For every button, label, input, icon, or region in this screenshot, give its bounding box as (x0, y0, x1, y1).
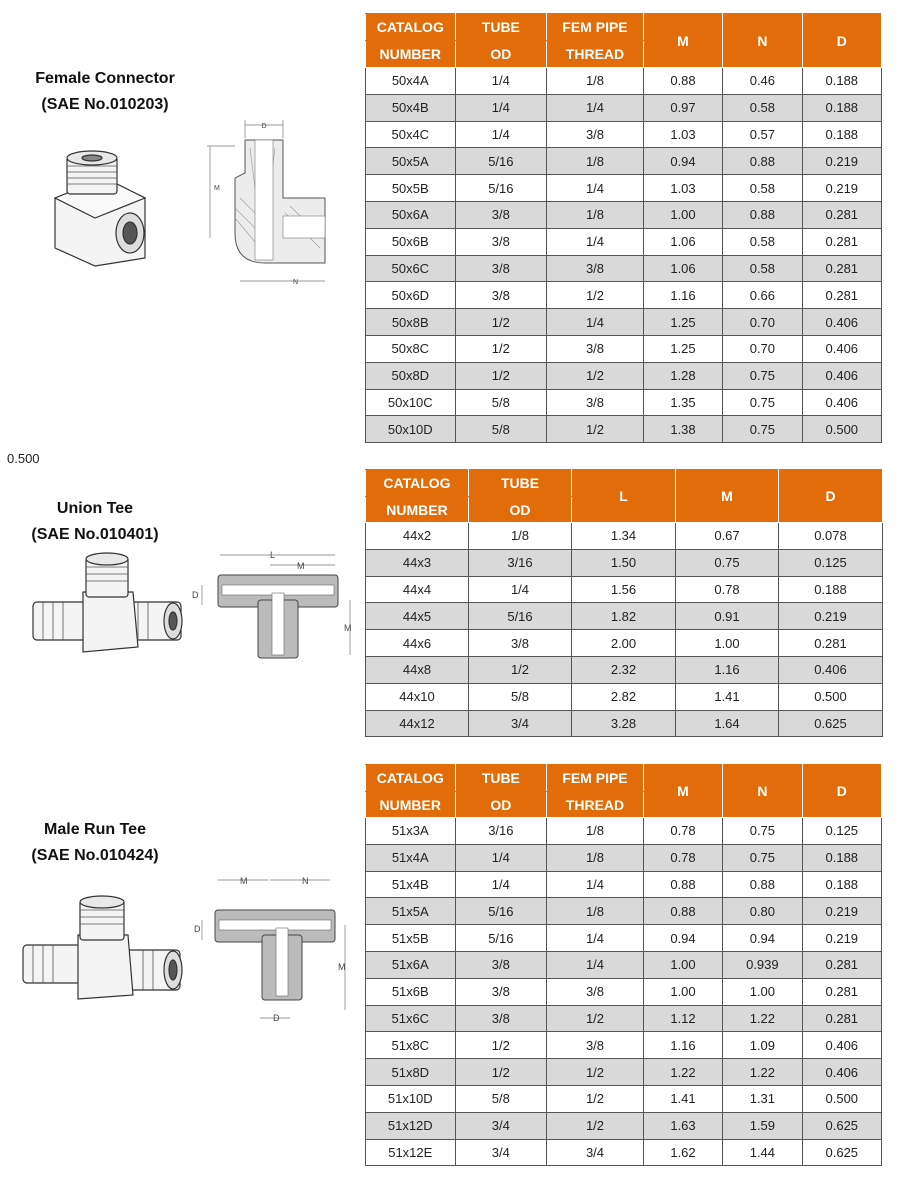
table-cell: 1.03 (643, 175, 722, 202)
table-cell: 5/16 (455, 175, 547, 202)
table-cell: 0.75 (723, 389, 802, 416)
table-cell: 5/8 (455, 1085, 547, 1112)
table-cell: 1/8 (547, 844, 644, 871)
table-row (366, 710, 883, 737)
header-tube: TUBE (455, 765, 547, 792)
table-row (366, 656, 883, 683)
table-cell: 44x4 (366, 576, 469, 603)
table-cell: 1.31 (723, 1085, 802, 1112)
table-cell: 1/4 (547, 309, 644, 336)
union-tee-title (0, 496, 190, 548)
table-cell: 0.188 (802, 94, 881, 121)
table-row (366, 549, 883, 576)
table-cell: 0.406 (802, 1059, 881, 1086)
table-cell: 0.88 (643, 898, 722, 925)
table-cell: 0.625 (779, 710, 883, 737)
stray-note: 0.500 (7, 451, 40, 466)
union-tee-photo (28, 552, 188, 662)
table-cell: 1/2 (547, 1059, 644, 1086)
table-cell: 3/8 (455, 255, 547, 282)
female-connector-photo (45, 148, 155, 268)
table-body (366, 68, 882, 443)
table-cell: 44x5 (366, 603, 469, 630)
table-row (366, 871, 882, 898)
table-cell: 0.500 (802, 1085, 881, 1112)
table-cell: 50x6B (366, 228, 456, 255)
table-row (366, 201, 882, 228)
table-cell: 1/2 (455, 362, 547, 389)
table-cell: 1/4 (455, 94, 547, 121)
table-row (366, 282, 882, 309)
table-cell: 0.88 (723, 871, 802, 898)
table-row (366, 255, 882, 282)
table-cell: 1/2 (455, 1059, 547, 1086)
table-cell: 50x10D (366, 416, 456, 443)
table-cell: 1/2 (547, 1085, 644, 1112)
table-cell: 1.22 (723, 1005, 802, 1032)
table-cell: 1/4 (547, 925, 644, 952)
header-d: D (779, 470, 883, 523)
table-cell: 0.75 (723, 362, 802, 389)
table-cell: 3/8 (455, 201, 547, 228)
table-cell: 44x3 (366, 549, 469, 576)
header-tube: TUBE (469, 470, 572, 497)
dim-label-d: D (261, 123, 267, 130)
table-row (366, 1059, 882, 1086)
table-cell: 1/4 (455, 121, 547, 148)
table-cell: 51x6B (366, 978, 456, 1005)
table-cell: 0.406 (802, 309, 881, 336)
dim-label-d-bottom: D (273, 1013, 280, 1023)
table-cell: 1.50 (572, 549, 676, 576)
table-row (366, 978, 882, 1005)
table-cell: 0.78 (643, 844, 722, 871)
table-cell: 0.219 (802, 175, 881, 202)
table-cell: 51x6C (366, 1005, 456, 1032)
table-cell: 0.188 (779, 576, 883, 603)
table-cell: 0.94 (723, 925, 802, 952)
table-cell: 5/8 (455, 416, 547, 443)
table-cell: 1.00 (676, 630, 779, 657)
header-thread: THREAD (547, 792, 644, 818)
table-cell: 3/4 (469, 710, 572, 737)
table-cell: 1.35 (643, 389, 722, 416)
table-cell: 1/8 (547, 201, 644, 228)
table-cell: 0.219 (802, 148, 881, 175)
table-cell: 44x2 (366, 523, 469, 550)
table-row (366, 523, 883, 550)
table-cell: 1.59 (723, 1112, 802, 1139)
table-cell: 1/8 (547, 898, 644, 925)
table-body (366, 818, 882, 1166)
table-cell: 1.34 (572, 523, 676, 550)
table-row (366, 898, 882, 925)
table-cell: 1/4 (547, 871, 644, 898)
table-cell: 0.188 (802, 68, 881, 95)
dim-label-m: M (240, 876, 248, 886)
table-cell: 0.078 (779, 523, 883, 550)
table-row (366, 1032, 882, 1059)
table-cell: 5/8 (469, 683, 572, 710)
table-cell: 51x6A (366, 951, 456, 978)
table-cell: 0.281 (802, 255, 881, 282)
table-cell: 0.75 (723, 844, 802, 871)
table-cell: 1/4 (469, 576, 572, 603)
table-cell: 0.88 (723, 148, 802, 175)
table-row (366, 1139, 882, 1166)
table-cell: 2.32 (572, 656, 676, 683)
table-cell: 1/8 (547, 818, 644, 845)
table-cell: 0.80 (723, 898, 802, 925)
table-cell: 5/8 (455, 389, 547, 416)
dim-label-d: D (192, 590, 199, 600)
table-body (366, 523, 883, 737)
table-cell: 2.00 (572, 630, 676, 657)
table-cell: 3/8 (547, 121, 644, 148)
table-cell: 51x4A (366, 844, 456, 871)
table-cell: 51x4B (366, 871, 456, 898)
table-cell: 1.62 (643, 1139, 722, 1166)
table-cell: 1.82 (572, 603, 676, 630)
table-cell: 3/16 (455, 818, 547, 845)
table-cell: 0.500 (779, 683, 883, 710)
table-cell: 1.12 (643, 1005, 722, 1032)
table-cell: 0.66 (723, 282, 802, 309)
table-cell: 1/2 (547, 1112, 644, 1139)
table-cell: 0.78 (676, 576, 779, 603)
table-cell: 3/4 (455, 1139, 547, 1166)
table-cell: 0.88 (643, 871, 722, 898)
female-connector-diagram (205, 118, 335, 288)
table-cell: 1/2 (455, 309, 547, 336)
union-tee-table (365, 469, 883, 737)
header-od: OD (455, 792, 547, 818)
table-row (366, 416, 882, 443)
dim-label-d: D (194, 924, 201, 934)
table-cell: 1/4 (547, 951, 644, 978)
header-fem-pipe: FEM PIPE (547, 14, 644, 41)
table-cell: 0.125 (802, 818, 881, 845)
table-cell: 1.06 (643, 255, 722, 282)
table-row (366, 951, 882, 978)
table-cell: 51x5B (366, 925, 456, 952)
table-cell: 0.67 (676, 523, 779, 550)
table-cell: 0.406 (779, 656, 883, 683)
table-cell: 0.58 (723, 175, 802, 202)
dim-label-l: L (270, 550, 276, 560)
table-cell: 51x3A (366, 818, 456, 845)
table-cell: 3/8 (469, 630, 572, 657)
table-cell: 50x6D (366, 282, 456, 309)
table-row (366, 576, 883, 603)
table-cell: 1.00 (643, 951, 722, 978)
section-name: Union Tee (56, 500, 134, 517)
header-m: M (643, 14, 722, 68)
table-cell: 0.281 (802, 201, 881, 228)
table-row (366, 1112, 882, 1139)
table-cell: 50x5A (366, 148, 456, 175)
male-run-tee-table (365, 764, 882, 1166)
table-cell: 0.406 (802, 1032, 881, 1059)
header-od: OD (469, 497, 572, 523)
table-cell: 1.38 (643, 416, 722, 443)
table-cell: 1/2 (547, 1005, 644, 1032)
table-row (366, 844, 882, 871)
table-row (366, 818, 882, 845)
table-cell: 1/4 (547, 228, 644, 255)
table-cell: 0.188 (802, 871, 881, 898)
table-cell: 3/4 (547, 1139, 644, 1166)
header-n: N (723, 765, 802, 818)
table-cell: 1/2 (455, 335, 547, 362)
table-cell: 0.88 (723, 201, 802, 228)
header-m: M (643, 765, 722, 818)
table-cell: 44x12 (366, 710, 469, 737)
table-cell: 0.70 (723, 335, 802, 362)
table-cell: 0.58 (723, 94, 802, 121)
header-d: D (802, 765, 881, 818)
table-cell: 1.06 (643, 228, 722, 255)
header-catalog: CATALOG (366, 470, 469, 497)
table-cell: 1.56 (572, 576, 676, 603)
table-cell: 5/16 (469, 603, 572, 630)
header-n: N (723, 14, 802, 68)
table-cell: 0.75 (723, 416, 802, 443)
table-cell: 0.219 (802, 925, 881, 952)
table-cell: 1/2 (547, 282, 644, 309)
table-row (366, 603, 883, 630)
table-cell: 1/4 (455, 844, 547, 871)
table-cell: 0.281 (802, 228, 881, 255)
table-cell: 3/4 (455, 1112, 547, 1139)
table-cell: 0.406 (802, 362, 881, 389)
table-cell: 3/8 (455, 282, 547, 309)
table-cell: 0.625 (802, 1139, 881, 1166)
table-cell: 0.219 (779, 603, 883, 630)
header-tube: TUBE (455, 14, 547, 41)
table-cell: 51x8C (366, 1032, 456, 1059)
table-row (366, 335, 882, 362)
table-row (366, 94, 882, 121)
dim-label-m: M (214, 185, 220, 192)
header-l: L (572, 470, 676, 523)
dim-label-n: N (302, 876, 309, 886)
table-cell: 0.939 (723, 951, 802, 978)
table-row (366, 362, 882, 389)
table-cell: 1.44 (723, 1139, 802, 1166)
table-cell: 1.00 (723, 978, 802, 1005)
table-cell: 1/8 (547, 148, 644, 175)
table-cell: 1/4 (455, 871, 547, 898)
table-cell: 0.94 (643, 925, 722, 952)
header-number: NUMBER (366, 497, 469, 523)
table-cell: 50x5B (366, 175, 456, 202)
table-cell: 1/8 (469, 523, 572, 550)
dim-label-n: N (293, 279, 299, 286)
table-row (366, 389, 882, 416)
table-cell: 44x6 (366, 630, 469, 657)
section-name: Female Connector (35, 70, 175, 87)
table-cell: 0.125 (779, 549, 883, 576)
table-cell: 51x5A (366, 898, 456, 925)
table-cell: 3/8 (547, 335, 644, 362)
table-cell: 3/8 (455, 1005, 547, 1032)
table-cell: 44x8 (366, 656, 469, 683)
table-cell: 0.281 (802, 951, 881, 978)
table-row (366, 309, 882, 336)
dim-label-m-vertical: M (338, 962, 346, 972)
table-cell: 5/16 (455, 148, 547, 175)
table-cell: 0.97 (643, 94, 722, 121)
table-cell: 1.22 (643, 1059, 722, 1086)
header-d: D (802, 14, 881, 68)
table-cell: 1/2 (547, 362, 644, 389)
table-row (366, 68, 882, 95)
table-cell: 0.281 (802, 282, 881, 309)
table-cell: 0.78 (643, 818, 722, 845)
table-cell: 51x12D (366, 1112, 456, 1139)
table-cell: 50x10C (366, 389, 456, 416)
table-cell: 50x4B (366, 94, 456, 121)
table-cell: 0.46 (723, 68, 802, 95)
table-cell: 3/8 (455, 228, 547, 255)
table-cell: 3/8 (455, 978, 547, 1005)
dim-label-m-vertical: M (344, 623, 352, 633)
table-cell: 3/8 (547, 389, 644, 416)
table-cell: 5/16 (455, 925, 547, 952)
header-thread: THREAD (547, 41, 644, 68)
table-cell: 1/8 (547, 68, 644, 95)
section-name: Male Run Tee (44, 821, 146, 838)
table-cell: 1.16 (676, 656, 779, 683)
table-cell: 0.75 (723, 818, 802, 845)
table-cell: 0.406 (802, 335, 881, 362)
table-cell: 1.63 (643, 1112, 722, 1139)
male-run-tee-photo (18, 895, 188, 1010)
table-cell: 1.22 (723, 1059, 802, 1086)
table-cell: 1.25 (643, 335, 722, 362)
table-row (366, 148, 882, 175)
table-cell: 1/4 (547, 94, 644, 121)
table-cell: 1/2 (455, 1032, 547, 1059)
table-row (366, 630, 883, 657)
table-cell: 50x6A (366, 201, 456, 228)
table-cell: 1.00 (643, 201, 722, 228)
table-cell: 0.281 (779, 630, 883, 657)
table-cell: 0.188 (802, 844, 881, 871)
table-cell: 51x8D (366, 1059, 456, 1086)
table-cell: 50x4C (366, 121, 456, 148)
table-cell: 1.03 (643, 121, 722, 148)
table-cell: 0.406 (802, 389, 881, 416)
table-cell: 50x8C (366, 335, 456, 362)
table-cell: 1.00 (643, 978, 722, 1005)
table-cell: 0.219 (802, 898, 881, 925)
table-cell: 1.41 (676, 683, 779, 710)
table-cell: 0.88 (643, 68, 722, 95)
table-cell: 0.188 (802, 121, 881, 148)
table-cell: 3/8 (547, 255, 644, 282)
table-cell: 0.625 (802, 1112, 881, 1139)
union-tee-diagram (190, 545, 360, 665)
table-cell: 0.500 (802, 416, 881, 443)
header-catalog: CATALOG (366, 765, 456, 792)
table-cell: 1/2 (469, 656, 572, 683)
header-m: M (676, 470, 779, 523)
table-cell: 1/2 (547, 416, 644, 443)
table-cell: 44x10 (366, 683, 469, 710)
table-cell: 0.75 (676, 549, 779, 576)
table-cell: 3.28 (572, 710, 676, 737)
sae-number: (SAE No.010424) (31, 847, 159, 864)
table-cell: 0.58 (723, 228, 802, 255)
sae-number: (SAE No.010401) (31, 526, 159, 543)
table-cell: 5/16 (455, 898, 547, 925)
table-cell: 1.25 (643, 309, 722, 336)
table-row (366, 175, 882, 202)
header-number: NUMBER (366, 792, 456, 818)
table-row (366, 925, 882, 952)
dim-label-m: M (297, 561, 305, 571)
sae-number: (SAE No.010203) (41, 96, 169, 113)
table-cell: 2.82 (572, 683, 676, 710)
table-row (366, 683, 883, 710)
table-cell: 0.94 (643, 148, 722, 175)
table-row (366, 228, 882, 255)
header-catalog: CATALOG (366, 14, 456, 41)
table-cell: 0.281 (802, 978, 881, 1005)
table-cell: 1.28 (643, 362, 722, 389)
table-cell: 3/8 (455, 951, 547, 978)
table-cell: 3/16 (469, 549, 572, 576)
table-cell: 1.16 (643, 1032, 722, 1059)
table-cell: 1.09 (723, 1032, 802, 1059)
header-od: OD (455, 41, 547, 68)
table-cell: 1.64 (676, 710, 779, 737)
table-cell: 1/4 (547, 175, 644, 202)
female-connector-table (365, 13, 882, 443)
table-cell: 0.58 (723, 255, 802, 282)
table-cell: 0.70 (723, 309, 802, 336)
table-row (366, 1005, 882, 1032)
male-run-tee-title (0, 817, 190, 869)
table-cell: 51x12E (366, 1139, 456, 1166)
table-cell: 1/4 (455, 68, 547, 95)
table-cell: 51x10D (366, 1085, 456, 1112)
table-cell: 1.16 (643, 282, 722, 309)
table-cell: 50x8D (366, 362, 456, 389)
table-row (366, 1085, 882, 1112)
table-cell: 50x4A (366, 68, 456, 95)
table-cell: 3/8 (547, 978, 644, 1005)
table-cell: 50x8B (366, 309, 456, 336)
table-row (366, 121, 882, 148)
header-fem-pipe: FEM PIPE (547, 765, 644, 792)
table-cell: 3/8 (547, 1032, 644, 1059)
table-cell: 0.91 (676, 603, 779, 630)
male-run-tee-diagram (190, 870, 355, 1025)
table-cell: 50x6C (366, 255, 456, 282)
table-cell: 0.57 (723, 121, 802, 148)
table-cell: 1.41 (643, 1085, 722, 1112)
table-cell: 0.281 (802, 1005, 881, 1032)
female-connector-title (10, 66, 200, 118)
header-number: NUMBER (366, 41, 456, 68)
